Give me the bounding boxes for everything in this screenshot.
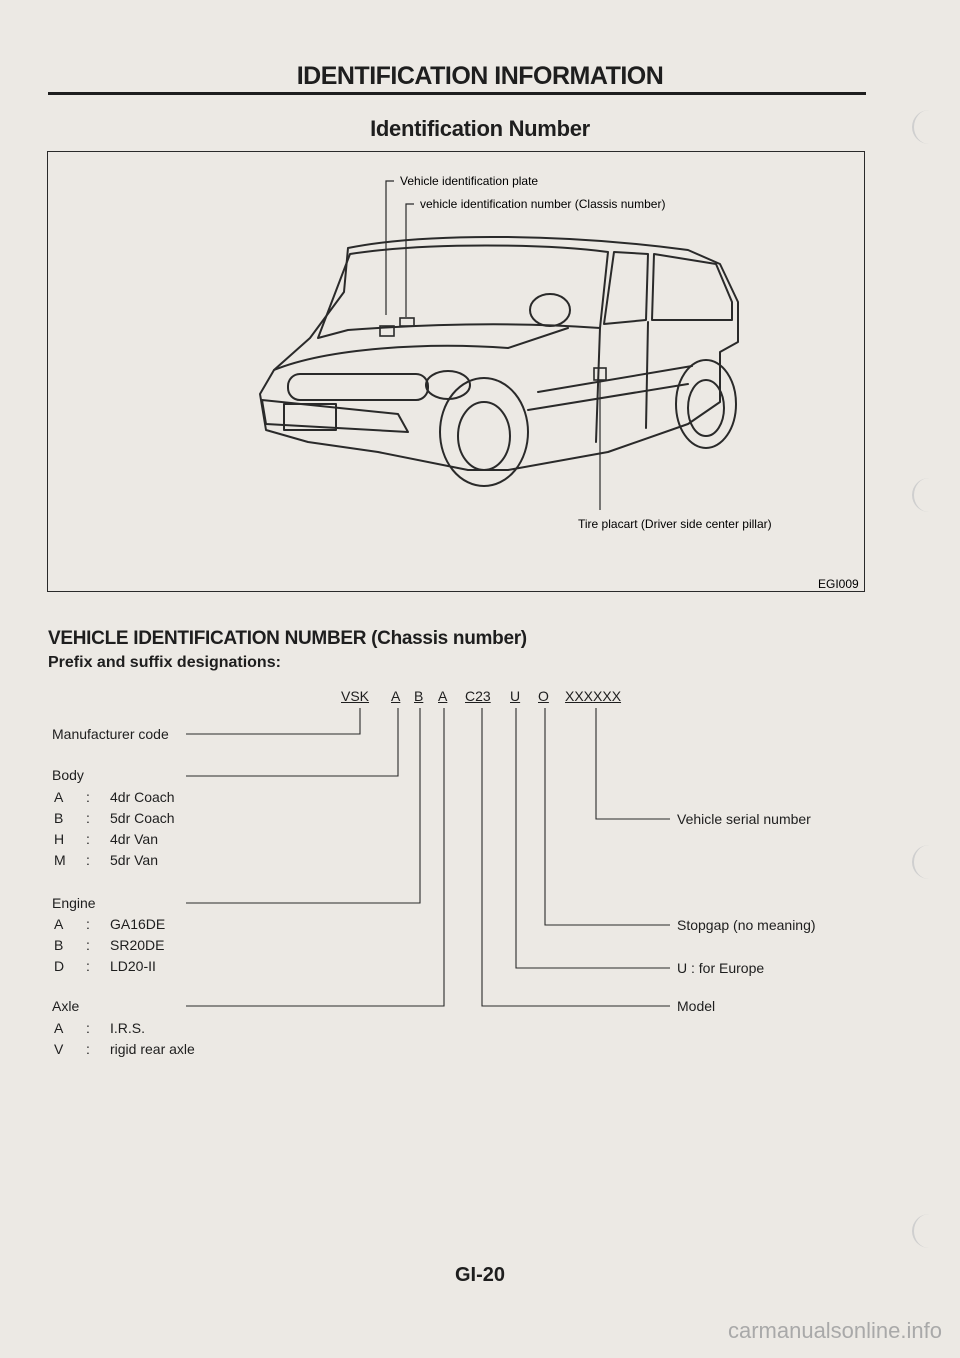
axle-desc: rigid rear axle (110, 1041, 195, 1057)
axle-title: Axle (52, 998, 80, 1014)
figure-code: EGI009 (818, 577, 859, 591)
body-desc: 4dr Coach (110, 789, 175, 805)
engine-title: Engine (52, 895, 96, 911)
vin-segment-axle: A (438, 688, 448, 704)
callout-plate: Vehicle identification plate (400, 174, 539, 188)
engine-code: A (54, 916, 64, 932)
subsection-title: Identification Number (370, 116, 590, 141)
body-desc: 5dr Van (110, 852, 158, 868)
prefix-heading: Prefix and suffix designations: (48, 654, 281, 671)
callout-tire: Tire placart (Driver side center pillar) (578, 517, 772, 531)
axle-desc: I.R.S. (110, 1020, 146, 1036)
vin-segment-engine: B (414, 688, 424, 704)
vin-heading: VEHICLE IDENTIFICATION NUMBER (Chassis number) (48, 628, 527, 649)
engine-desc: GA16DE (110, 916, 166, 932)
engine-desc: LD20-II (110, 958, 156, 974)
page-number: GI-20 (454, 1264, 506, 1286)
axle-code: A (54, 1020, 64, 1036)
body-title: Body (52, 767, 84, 783)
body-code: M (54, 852, 66, 868)
body-desc: 4dr Van (110, 831, 158, 847)
vin-segment-model: C23 (465, 688, 491, 704)
vin-segment-manufacturer: VSK (341, 688, 370, 704)
body-code: A (54, 789, 64, 805)
vin-segment-europe: U (510, 688, 521, 704)
model-label: Model (677, 998, 716, 1014)
stopgap-label: Stopgap (no meaning) (677, 917, 816, 933)
vin-segment-body: A (391, 688, 401, 704)
callout-vin: vehicle identification number (Classis number) (420, 197, 666, 211)
serial-number-label: Vehicle serial number (677, 811, 811, 827)
manufacturer-code-label: Manufacturer code (52, 726, 169, 742)
body-code: B (54, 810, 64, 826)
watermark: carmanualsonline.info (727, 1318, 942, 1343)
body-code: H (54, 831, 65, 847)
engine-code: D (54, 958, 65, 974)
axle-code: V (54, 1041, 64, 1057)
engine-desc: SR20DE (110, 937, 165, 953)
body-desc: 5dr Coach (110, 810, 175, 826)
vin-segment-stopgap: O (538, 688, 549, 704)
vin-segment-serial: XXXXXX (565, 688, 622, 704)
europe-label: U : for Europe (677, 960, 765, 976)
section-title: IDENTIFICATION INFORMATION (296, 62, 664, 90)
engine-code: B (54, 937, 64, 953)
